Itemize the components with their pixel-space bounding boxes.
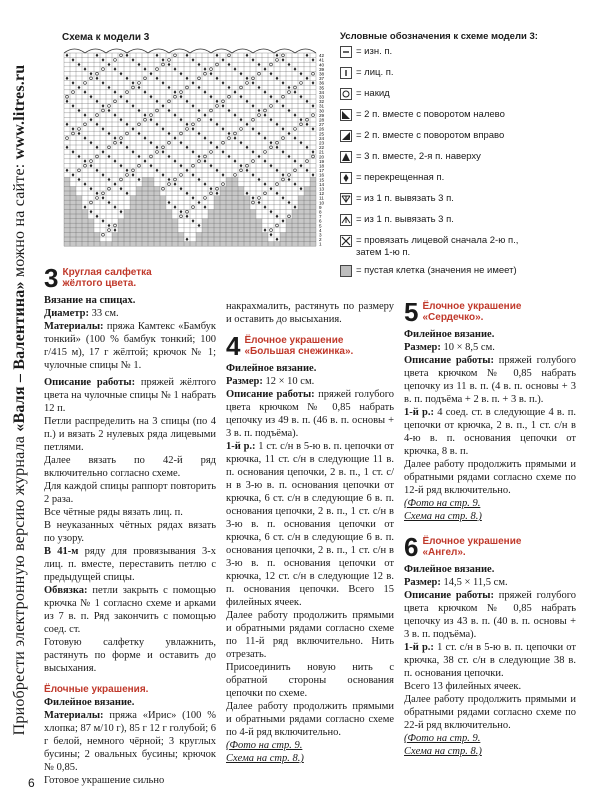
column-3 (404, 297, 577, 758)
row-label: 1-й р.: (404, 642, 434, 653)
row-number: 31 (319, 103, 325, 109)
row-number: 40 (319, 62, 325, 68)
legend-item (340, 172, 590, 193)
description-label: Описание работы: (404, 355, 494, 366)
section-title: Ёлочное украшение «Большая снежинка». (244, 335, 354, 357)
paragraph: Петли распределить на 3 спицы (по 4 п.) и вязать 2 нулевых ряда лицевыми петлями. (44, 416, 216, 453)
row-number: 37 (319, 76, 325, 82)
knitting-chart-grid (60, 45, 330, 255)
column-2 (226, 300, 394, 765)
materials-text: пряжа Камтекс «Бамбук тонкий» (100 % бамбук тонкий; 100 г/415 м), 17 г жёлтой; крючок № 1; чулочные спицы № 1. (44, 321, 216, 371)
knitting-chart (60, 45, 330, 260)
section-title: Ёлочное украшение «Ангел». (422, 536, 522, 558)
row-number: 7 (319, 214, 322, 220)
row-number: 4 (319, 227, 322, 233)
sidebar-magazine-name: «Валя – Валентина» (11, 281, 28, 432)
legend-item (340, 109, 590, 130)
description-text: пряжей голубого цвета крючком № 0,85 набрать цепочку из 43 в. п. (40 в. п. основы + 3 в. п. подъёма). (404, 590, 577, 640)
row-number: 33 (319, 94, 325, 100)
section-3-header (44, 263, 216, 293)
size-label: Размер: (404, 577, 441, 588)
cross-icon (340, 235, 352, 247)
section-title: Круглая салфетка жёлтого цвета. (62, 267, 152, 289)
row-number: 28 (319, 117, 325, 123)
row-number: 35 (319, 85, 325, 91)
description-text: пряжей жёлтого цвета на чулочные спицы № 1 набрать 12 п. (44, 377, 216, 414)
legend-label: = перекрещенная п. (356, 172, 445, 183)
row-number: 30 (319, 108, 325, 114)
row-number: 16 (319, 172, 325, 178)
legend-label: = накид (356, 88, 390, 99)
row-number: 9 (319, 204, 322, 210)
paragraph: Готовое украшение сильно (44, 775, 165, 786)
scheme-reference-link[interactable]: Схема на стр. 8.) (404, 746, 482, 757)
legend-label: = 2 п. вместе с поворотом вправо (356, 130, 505, 141)
column-1 (44, 263, 216, 787)
legend-label: = из 1 п. вывязать 3 п. (356, 193, 454, 204)
legend-label: = пустая клетка (значения не имеет) (356, 265, 517, 276)
row-number: 38 (319, 71, 325, 77)
row-number: 36 (319, 80, 325, 86)
scheme-title: Схема к модели 3 (62, 32, 150, 43)
paragraph: Далее работу продолжить прямыми и обратными рядами согласно схеме по 4-й ряд включительно. (226, 701, 394, 738)
legend-item (340, 235, 590, 265)
legend-item (340, 151, 590, 172)
row-number: 8 (319, 209, 322, 215)
section-number: 6 (404, 532, 419, 562)
sidebar-text-part1: Приобрести электронную версию журнала (11, 435, 28, 736)
legend-item (340, 193, 590, 214)
size-value: 12 × 10 см. (262, 376, 315, 387)
row-number: 12 (319, 191, 325, 197)
section-6-header (404, 532, 576, 562)
row-label: 1-й р.: (404, 407, 434, 418)
page-number: 6 (28, 776, 35, 790)
left-triangle-icon (340, 109, 352, 121)
row-number: 1 (319, 241, 322, 247)
row-number: 20 (319, 154, 325, 160)
legend (340, 31, 590, 286)
photo-reference-link[interactable]: (Фото на стр. 9. (226, 740, 303, 751)
paragraph: Всего 13 филейных ячеек. (404, 681, 522, 692)
materials-label: Материалы: (44, 321, 104, 332)
photo-reference-link[interactable]: (Фото на стр. 9. (404, 733, 481, 744)
legend-list (340, 46, 590, 286)
materials-label: Материалы: (44, 710, 104, 721)
legend-item (340, 67, 590, 88)
subsection-title: Ёлочные украшения. (44, 684, 149, 695)
section-5-header (404, 297, 576, 327)
paragraph: Для каждой спицы раппорт повторить 2 раза. (44, 481, 216, 505)
section-number: 4 (226, 331, 241, 361)
description-text: пряжей голубого цвета крючком № 0,85 набрать цепочку из 49 в. п. (46 в. п. основы + 3 в. п. подъёма). (226, 389, 394, 439)
size-label: Диаметр: (44, 308, 89, 319)
size-label: Размер: (404, 342, 441, 353)
legend-label: = из 1 п. вывязать 3 п. (356, 214, 454, 225)
bar-icon (340, 67, 352, 79)
section-number: 3 (44, 263, 59, 293)
paragraph: петли закрыть с помощью крючка № 1 согласно схеме и арками из 7 в. п. Ряд закончить с помощью соед. ст. (44, 585, 216, 635)
row-number: 32 (319, 99, 325, 105)
row-number: 14 (319, 181, 325, 187)
description-text: пряжей голубого цвета крючком № 0,85 набрать цепочку из 11 в. п. (4 в. п. основы + 3 в. п. подъёма + 2 в. п. + 3 в. п.). (404, 355, 577, 405)
row-number: 42 (319, 53, 325, 59)
legend-label: = 3 п. вместе, 2-я п. наверху (356, 151, 481, 162)
row-number: 26 (319, 126, 325, 132)
row-number: 19 (319, 158, 325, 164)
size-label: Размер: (226, 376, 263, 387)
paragraph: 1 ст. с/н в 5-ю в. п. цепочки от крючка, 38 ст. с/н в следующие 38 в. п. основания цепочки. (404, 642, 576, 679)
section-title: Ёлочное украшение «Сердечко». (422, 301, 522, 323)
photo-reference-link[interactable]: (Фото на стр. 9. (404, 498, 481, 509)
materials-text: пряжа «Ирис» (100 % хлопка; 87 м/10 г), 85 г 12 г голубой; 6 г белой, немного чёрной; 3 круглых бусины; 2 овальных бусины; крючок № 0,85. (44, 710, 216, 773)
legend-title: Условные обозначения к схеме модели 3: (340, 31, 538, 42)
row-label: В 41-м (44, 546, 79, 557)
paragraph: накрахмалить, растянуть по размеру и оставить до высыхания. (226, 301, 394, 325)
paragraph: В неуказанных чётных рядах вязать по узору. (44, 520, 216, 544)
technique: Вязание на спицах. (44, 295, 136, 306)
paragraph: ряду для провязывания 3-х лиц. п. вместе, переставить петлю с предыдущей спицы. (44, 546, 216, 583)
technique: Филейное вязание. (226, 363, 317, 374)
section-4-header (226, 331, 394, 361)
row-number: 13 (319, 186, 325, 192)
sidebar-text-part3: можно на сайте: (11, 163, 28, 278)
scheme-reference-link[interactable]: Схема на стр. 8.) (226, 753, 304, 764)
size-value: 14,5 × 11,5 см. (440, 577, 508, 588)
legend-label: = лиц. п. (356, 67, 394, 78)
dash-icon (340, 46, 352, 58)
fan-alt-icon (340, 214, 352, 226)
row-number: 25 (319, 131, 325, 137)
paragraph: Готовую салфетку увлажнить, растянуть по форме и оставить до высыхания. (44, 637, 216, 674)
size-value: 10 × 8,5 см. (440, 342, 495, 353)
row-number: 6 (319, 218, 322, 224)
section-number: 5 (404, 297, 419, 327)
edging-label: Обвязка: (44, 585, 88, 596)
row-number: 2 (319, 237, 322, 243)
row-number: 24 (319, 135, 325, 141)
technique: Филейное вязание. (44, 697, 135, 708)
paragraph: 1 ст. с/н в 5-ю в. п. цепочки от крючка, 11 ст. с/н в следующие 11 в. п. основания цепочки, 2 в. п., 1 ст. с/н в 3-ю в. п. основания цепочки от крючка, 6 ст. с/н в следующие 6 в. п. основания цепочки, 2 в. п., 1 ст. с/н в 3-ю в. п. основания цепочки от крючка, 6 ст. с/н в следующие 6 в. п. основания цепочки, 2 в. п., 1 ст. с/н в 3-ю в. п. основания цепочки от крючка, 12 ст. с/н в следующие 12 в. п. основания цепочки. Всего 15 филейных ячеек. (226, 441, 394, 608)
size-value: 33 см. (88, 308, 119, 319)
sidebar-url-link[interactable]: www.litres.ru (11, 64, 28, 160)
row-number: 3 (319, 232, 322, 238)
legend-item (340, 88, 590, 109)
row-number: 5 (319, 223, 322, 229)
row-number: 41 (319, 57, 325, 63)
diamond-icon (340, 172, 352, 184)
row-number: 18 (319, 163, 325, 169)
row-number: 11 (319, 195, 324, 201)
technique: Филейное вязание. (404, 329, 495, 340)
legend-item (340, 265, 590, 286)
row-number: 39 (319, 66, 325, 72)
legend-label: = 2 п. вместе с поворотом налево (356, 109, 505, 120)
legend-item (340, 130, 590, 151)
legend-label: = изн. п. (356, 46, 393, 57)
row-number: 27 (319, 122, 325, 128)
legend-label: = провязать лицевой сначала 2-ю п., затем 1-ю п. (356, 235, 519, 258)
description-label: Описание работы: (44, 377, 136, 388)
sidebar-text (11, 65, 29, 736)
row-number: 22 (319, 145, 325, 151)
description-label: Описание работы: (404, 590, 494, 601)
sidebar-banner (3, 0, 37, 800)
paragraph: Присоединить новую нить с обратной стороны основания цепочки по схеме. (226, 662, 394, 699)
circle-icon (340, 88, 352, 100)
row-number: 29 (319, 112, 325, 118)
right-triangle-icon (340, 130, 352, 142)
scheme-reference-link[interactable]: Схема на стр. 8.) (404, 511, 482, 522)
fan-icon (340, 193, 352, 205)
row-number: 17 (319, 168, 325, 174)
row-number: 34 (319, 89, 325, 95)
paragraph: Все чётные ряды вязать лиц. п. (44, 507, 183, 518)
row-label: 1-й р.: (226, 441, 256, 452)
description-label: Описание работы: (226, 389, 315, 400)
row-number: 21 (319, 149, 325, 155)
paragraph: 4 соед. ст. в следующие 4 в. п. цепочки от крючка, 2 в. п., 1 ст. с/н в 4-ю в. п. основания цепочки от крючка, 8 в. п. (404, 407, 576, 457)
paragraph: Далее работу продолжить прямыми и обратными рядами согласно схеме по 22-й ряд включительно. (404, 694, 576, 731)
technique: Филейное вязание. (404, 564, 495, 575)
paragraph: Далее вязать по 42-й ряд включительно согласно схеме. (44, 455, 216, 479)
gray-box-icon (340, 265, 352, 277)
paragraph: Далее работу продолжить прямыми и обратными рядами согласно схеме по 12-й ряд включительно. (404, 459, 576, 496)
legend-item (340, 46, 590, 67)
row-number: 23 (319, 140, 325, 146)
row-number: 15 (319, 177, 325, 183)
legend-item (340, 214, 590, 235)
row-number: 10 (319, 200, 325, 206)
paragraph: Далее работу продолжить прямыми и обратными рядами согласно схеме по 11-й ряд включительно. Нить отрезать. (226, 610, 394, 660)
up-triangle-icon (340, 151, 352, 163)
